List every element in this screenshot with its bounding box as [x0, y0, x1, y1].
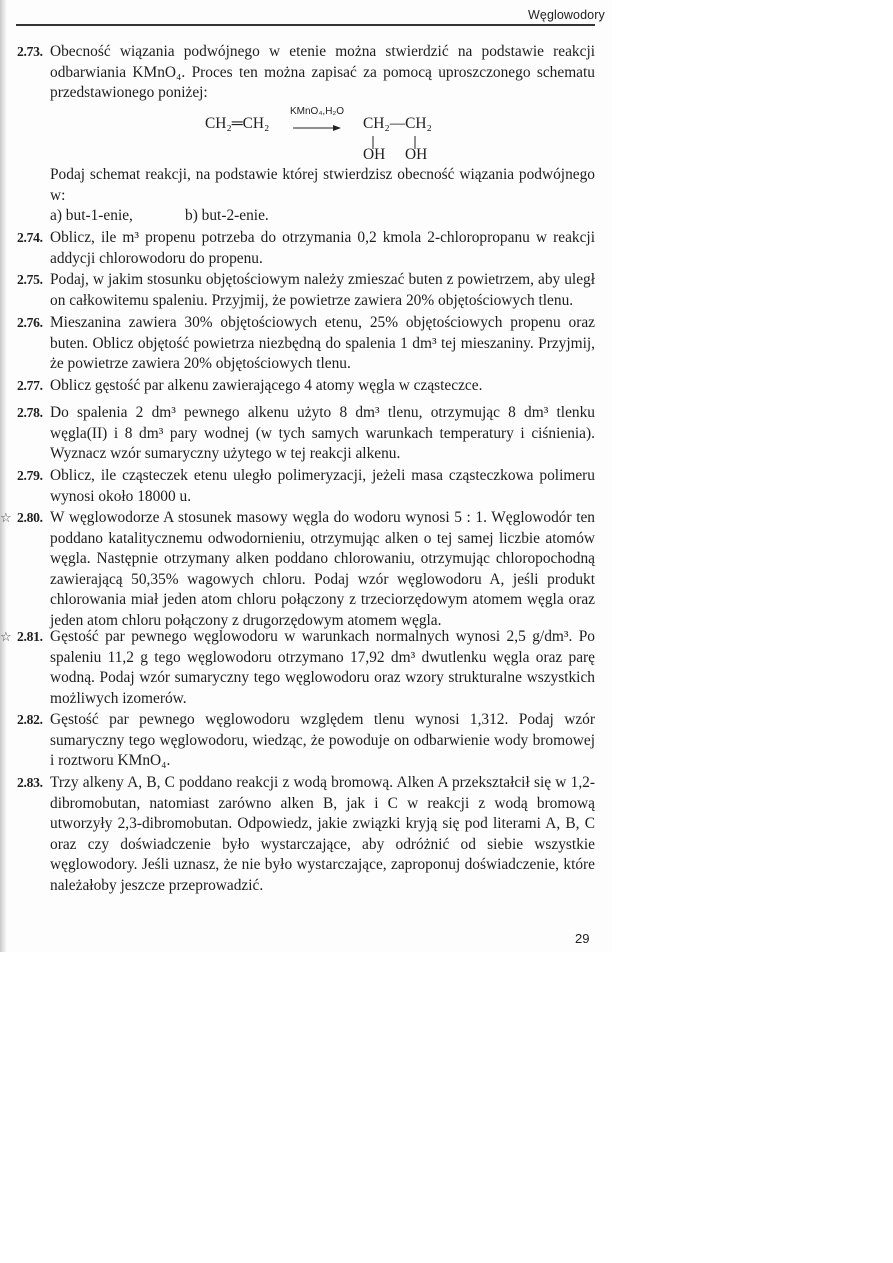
problem-2-79: [17, 466, 595, 507]
problem-number: 2.76.: [17, 315, 43, 330]
scheme-oh-left: OH: [363, 146, 386, 163]
problem-2-80: [0, 508, 595, 632]
reaction-scheme: [205, 106, 465, 166]
header-rule: [16, 24, 595, 26]
problem-text: Gęstość par pewnego węglowodoru w warunkach normalnych wynosi 2,5 g/dm³. Po spaleniu 11,2 g tego węglowodoru otrzymano 17,92 dm³ dwutlenku węgla oraz parę wodną. Podaj wzór sumaryczny tego węglowodoru oraz wzory strukturalne wszystkich możliwych izomerów.: [50, 628, 595, 707]
problem-number: 2.78.: [17, 405, 43, 420]
problem-number: 2.81.: [17, 629, 43, 644]
answer-options: [50, 206, 595, 227]
scheme-reactant: CH₂═CH₂: [205, 115, 270, 132]
scheme-condition: KMnO₄,H₂O: [290, 106, 345, 117]
option-b: b) but-2-enie.: [185, 207, 269, 225]
option-a: a) but-1-enie,: [50, 207, 133, 225]
problem-text: Mieszanina zawiera 30% objętościowych etenu, 25% objętościowych propenu oraz buten. Oblicz objętość powietrza niezbędną do spalenia 1 dm³ tej mieszaniny. Przyjmij, że powietrze zawiera 20% objętościowych tlenu.: [50, 314, 595, 373]
problem-text: Oblicz gęstość par alkenu zawierającego 4 atomy węgla w cząsteczce.: [50, 377, 483, 394]
problem-number: 2.73.: [17, 44, 43, 59]
scheme-oh-right: OH: [405, 146, 428, 163]
page-number: 29: [575, 931, 590, 946]
problem-text: Do spalenia 2 dm³ pewnego alkenu użyto 8 dm³ tlenu, otrzymując 8 dm³ tlenku węgla(II) i 8 dm³ pary wodnej (w tych samych warunkach temperatury i ciśnienia). Wyznacz wzór sumaryczny użytego w tej reakcji alkenu.: [50, 404, 595, 463]
problem-text: Trzy alkeny A, B, C poddano reakcji z wodą bromową. Alken A przekształcił się w 1,2-dibromobutan, natomiast zarówno alken B, jak i C w reakcji z wodą bromową utworzyły 2,3-dibromobutan. Odpowiedz, jakie związki kryją się pod literami A, B, C oraz czy doświadczenie było wystarczające, aby odróżnić od siebie wszystkie węglowodory. Jeśli uznasz, że nie było wystarczające, zaproponuj doświadczenie, które należałoby jeszcze przeprowadzić.: [50, 774, 595, 894]
problem-text: Obecność wiązania podwójnego w etenie można stwierdzić na podstawie reakcji odbarwiania KMnO₄. Proces ten można zapisać za pomocą uproszczonego schematu przedstawionego poniżej:: [50, 43, 595, 102]
binding-shadow: [0, 0, 7, 952]
problem-number: 2.82.: [17, 712, 43, 727]
problem-number: 2.77.: [17, 378, 43, 393]
problem-2-73: [17, 42, 595, 104]
star-icon: ☆: [0, 630, 12, 645]
problem-number: 2.74.: [17, 230, 43, 245]
reaction-arrow-icon: [293, 124, 341, 132]
problem-2-73-continued: [17, 165, 595, 227]
problem-2-76: [17, 313, 595, 375]
problem-2-82: [17, 710, 595, 772]
problem-2-83: [17, 773, 595, 897]
problem-text: Gęstość par pewnego węglowodoru względem tlenu wynosi 1,312. Podaj wzór sumaryczny tego węglowodoru, wiedząc, że powoduje on odbarwienie wody bromowej i roztworu KMnO₄.: [50, 711, 595, 770]
problem-number: 2.80.: [17, 510, 43, 525]
problem-number: 2.79.: [17, 468, 43, 483]
problem-2-77: [17, 376, 595, 397]
problem-2-74: [17, 228, 595, 269]
problem-text: Oblicz, ile cząsteczek etenu uległo polimeryzacji, jeżeli masa cząsteczkowa polimeru wynosi około 18000 u.: [50, 467, 595, 505]
scheme-product: CH₂—CH₂: [363, 115, 432, 132]
star-icon: ☆: [0, 511, 12, 526]
problem-number: 2.83.: [17, 775, 43, 790]
problem-text: W węglowodorze A stosunek masowy węgla do wodoru wynosi 5 : 1. Węglowodór ten poddano katalitycznemu odwodornieniu, otrzymując alken o tej samej liczbie atomów węgla. Następnie otrzymany alken poddano chlorowaniu, otrzymując chloropochodną zawierającą 50,35% wagowych chloru. Podaj wzór węglowodoru A, jeśli produkt chlorowania miał jeden atom chloru połączony z trzeciorzędowym atomem węgla oraz jeden atom chloru połączony z drugorzędowym atomem węgla.: [50, 509, 595, 629]
problem-text: Podaj, w jakim stosunku objętościowym należy zmieszać buten z powietrzem, aby uległ on całkowitemu spaleniu. Przyjmij, że powietrze zawiera 20% objętościowych tlenu.: [50, 271, 595, 309]
problem-2-78: [17, 403, 595, 465]
problem-2-75: [17, 270, 595, 311]
running-header: Węglowodory: [528, 8, 605, 22]
problem-text-continued: Podaj schemat reakcji, na podstawie której stwierdzisz obecność wiązania podwójnego w:: [50, 166, 595, 204]
problem-number: 2.75.: [17, 272, 43, 287]
problem-2-81: [0, 627, 595, 709]
problem-text: Oblicz, ile m³ propenu potrzeba do otrzymania 0,2 kmola 2-chloropropanu w reakcji addycji chlorowodoru do propenu.: [50, 229, 595, 267]
